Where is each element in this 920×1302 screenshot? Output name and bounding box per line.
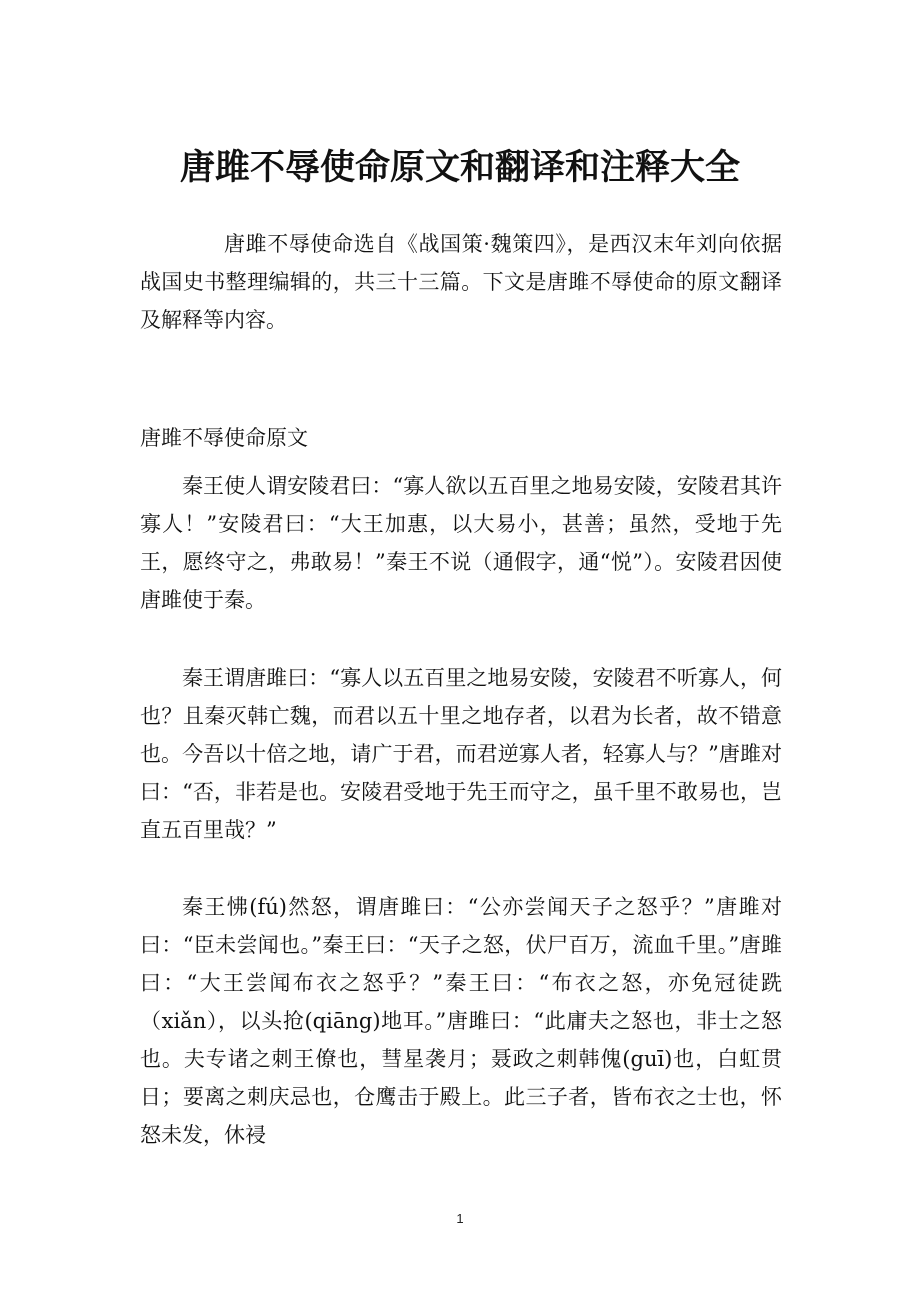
section-heading: 唐雎不辱使命原文	[140, 426, 308, 450]
intro-paragraph: 唐雎不辱使命选自《战国策·魏策四》，是西汉末年刘向依据战国史书整理编辑的，共三十三篇。下文是唐雎不辱使命的原文翻译及解释等内容。	[140, 232, 782, 332]
body-paragraph-1: 秦王使人谓安陵君曰：“寡人欲以五百里之地易安陵，安陵君其许寡人！”安陵君曰：“大王加惠，以大易小，甚善；虽然，受地于先王，愿终守之，弗敢易！”秦王不说（通假字，通“悦”）。安陵君因使唐雎使于秦。	[140, 474, 782, 612]
page-number: 1	[456, 1211, 464, 1226]
document-title: 唐雎不辱使命原文和翻译和注释大全	[179, 147, 740, 188]
body-paragraph-3: 秦王怫(fú)然怒，谓唐雎曰：“公亦尝闻天子之怒乎？”唐雎对曰：“臣未尝闻也。”秦王曰：“天子之怒，伏尸百万，流血千里。”唐雎曰：“大王尝闻布衣之怒乎？”秦王曰：“布衣之怒，亦免冠徒跣（xiǎn），以头抢(qiāng)地耳。”唐雎曰：“此庸夫之怒也，非士之怒也。夫专诸之刺王僚也，彗星袭月；聂政之刺韩傀(guī)也，白虹贯日；要离之刺庆忌也，仓鹰击于殿上。此三子者，皆布衣之士也，怀怒未发，休祲	[140, 895, 782, 1147]
body-paragraph-2: 秦王谓唐雎曰：“寡人以五百里之地易安陵，安陵君不听寡人，何也？且秦灭韩亡魏，而君以五十里之地存者，以君为长者，故不错意也。今吾以十倍之地，请广于君，而君逆寡人者，轻寡人与？”唐雎对曰：“否，非若是也。安陵君受地于先王而守之，虽千里不敢易也，岂直五百里哉？”	[140, 666, 782, 842]
